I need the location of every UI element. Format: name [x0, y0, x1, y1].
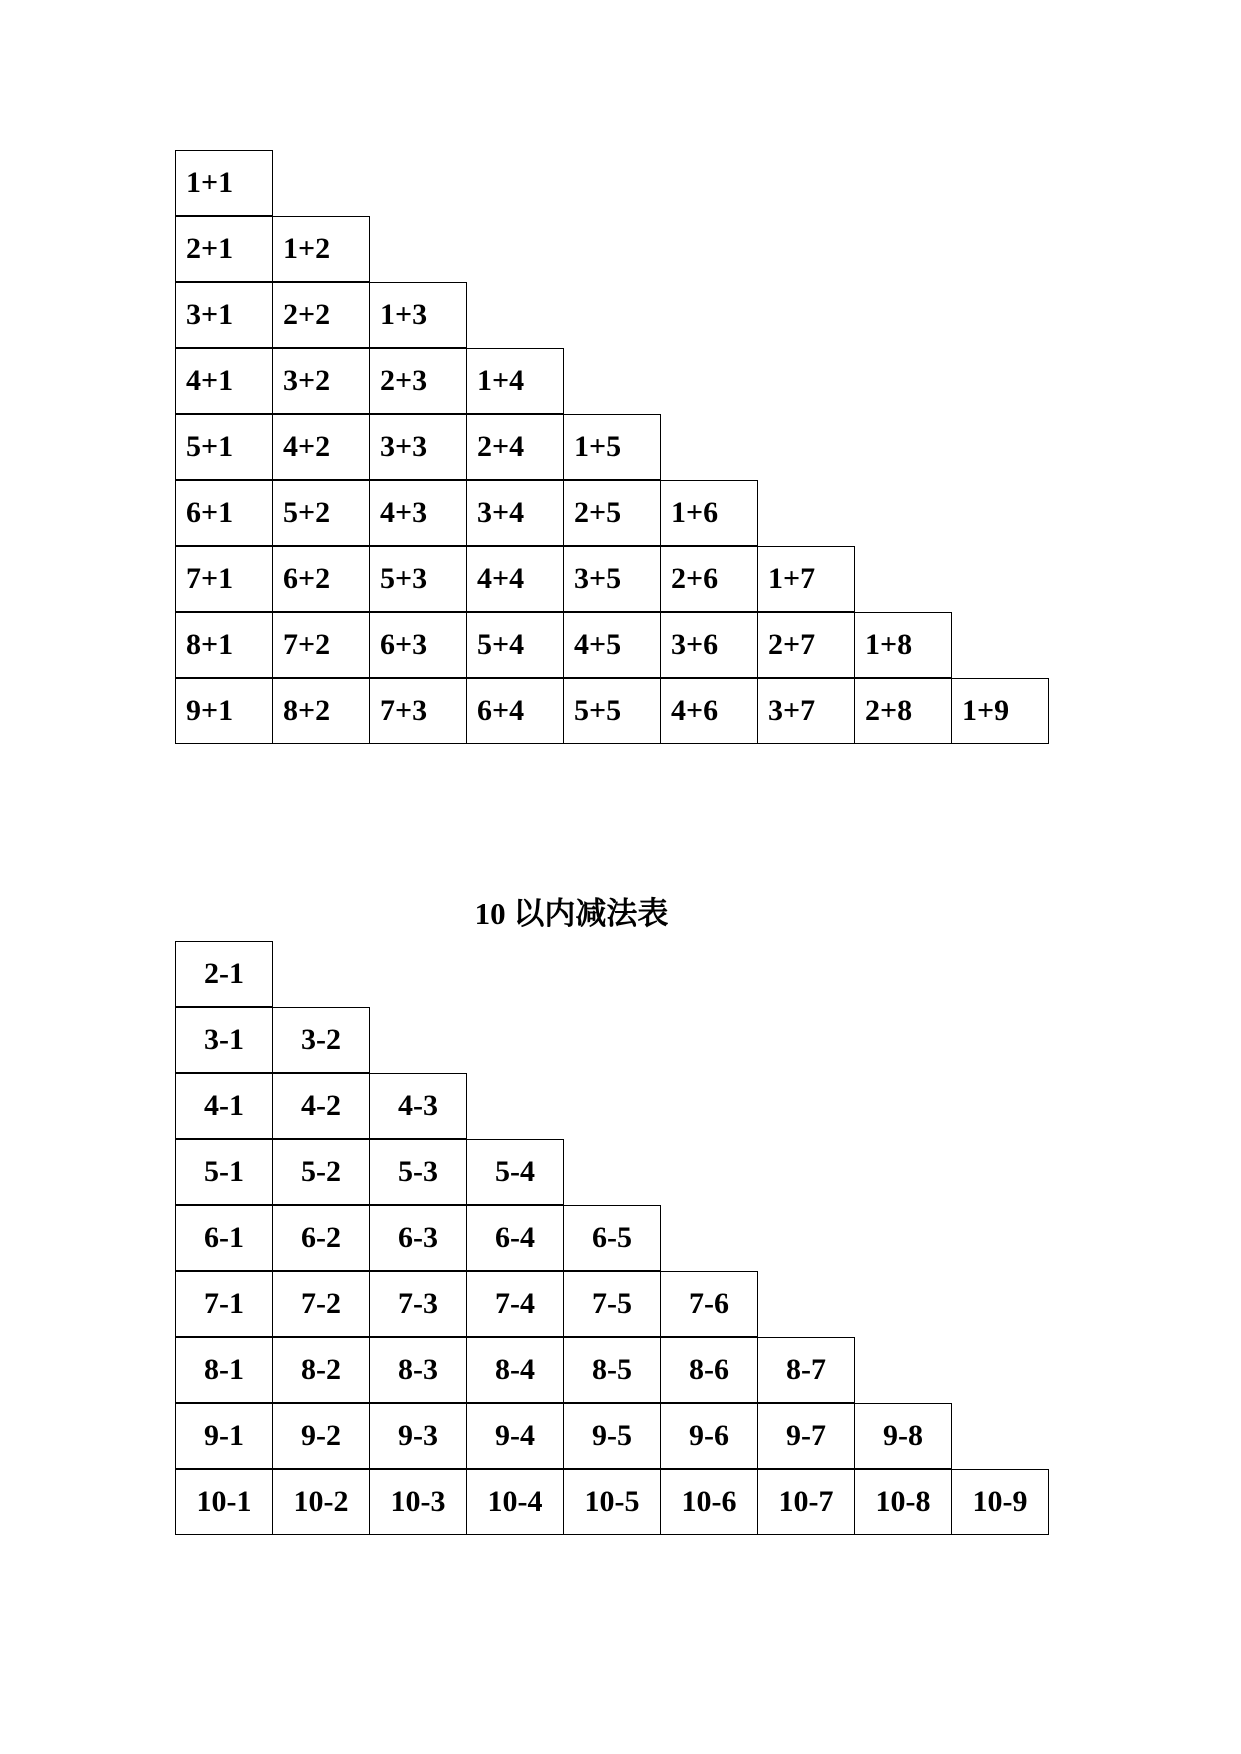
table-cell: 2+1 — [175, 216, 273, 282]
table-cell: 7-2 — [272, 1271, 370, 1337]
table-cell: 5+3 — [369, 546, 467, 612]
table-cell: 6-1 — [175, 1205, 273, 1271]
table-cell: 5-3 — [369, 1139, 467, 1205]
table-row — [175, 1139, 1048, 1205]
table-cell: 3-1 — [175, 1007, 273, 1073]
table-row — [175, 1337, 1048, 1403]
table-cell: 6+3 — [369, 612, 467, 678]
table-cell: 3+7 — [757, 678, 855, 744]
table-row — [175, 941, 1048, 1007]
table-cell: 9-5 — [563, 1403, 661, 1469]
table-row — [175, 282, 1048, 348]
table-cell: 8-3 — [369, 1337, 467, 1403]
table-cell: 3-2 — [272, 1007, 370, 1073]
table-row — [175, 150, 1048, 216]
table-cell: 9-4 — [466, 1403, 564, 1469]
table-row — [175, 546, 1048, 612]
table-cell: 3+4 — [466, 480, 564, 546]
table-row — [175, 414, 1048, 480]
table-cell: 5-4 — [466, 1139, 564, 1205]
table-cell: 8-2 — [272, 1337, 370, 1403]
table-cell: 8+1 — [175, 612, 273, 678]
table-row — [175, 678, 1048, 744]
table-cell: 9-1 — [175, 1403, 273, 1469]
table-cell: 6-3 — [369, 1205, 467, 1271]
table-cell: 4-1 — [175, 1073, 273, 1139]
table-cell: 1+2 — [272, 216, 370, 282]
table-cell: 1+3 — [369, 282, 467, 348]
table-cell: 3+5 — [563, 546, 661, 612]
table-row — [175, 612, 1048, 678]
table-cell: 1+6 — [660, 480, 758, 546]
table-cell: 1+4 — [466, 348, 564, 414]
table-cell: 10-1 — [175, 1469, 273, 1535]
table-cell: 7+1 — [175, 546, 273, 612]
table-cell: 7-5 — [563, 1271, 661, 1337]
table-cell: 8-1 — [175, 1337, 273, 1403]
table-cell: 5-2 — [272, 1139, 370, 1205]
table-cell: 8-7 — [757, 1337, 855, 1403]
table-cell: 3+3 — [369, 414, 467, 480]
table-cell: 5+5 — [563, 678, 661, 744]
table-cell: 10-5 — [563, 1469, 661, 1535]
table-cell: 1+5 — [563, 414, 661, 480]
table-cell: 2+3 — [369, 348, 467, 414]
table-row — [175, 1403, 1048, 1469]
table-cell: 10-9 — [951, 1469, 1049, 1535]
table-cell: 10-8 — [854, 1469, 952, 1535]
table-cell: 1+9 — [951, 678, 1049, 744]
table-cell: 2+6 — [660, 546, 758, 612]
table-cell: 3+6 — [660, 612, 758, 678]
table-cell: 10-7 — [757, 1469, 855, 1535]
table-cell: 4+6 — [660, 678, 758, 744]
table-cell: 7-4 — [466, 1271, 564, 1337]
table-cell: 2+4 — [466, 414, 564, 480]
table-cell: 2+8 — [854, 678, 952, 744]
table-cell: 1+8 — [854, 612, 952, 678]
table-cell: 7-6 — [660, 1271, 758, 1337]
table-cell: 10-3 — [369, 1469, 467, 1535]
table-row — [175, 480, 1048, 546]
table-cell: 4-3 — [369, 1073, 467, 1139]
table-cell: 9-8 — [854, 1403, 952, 1469]
table-cell: 6-5 — [563, 1205, 661, 1271]
table-cell: 2-1 — [175, 941, 273, 1007]
table-row — [175, 348, 1048, 414]
table-row — [175, 1469, 1048, 1535]
table-cell: 7+2 — [272, 612, 370, 678]
table-cell: 1+1 — [175, 150, 273, 216]
table-cell: 2+5 — [563, 480, 661, 546]
table-cell: 5+2 — [272, 480, 370, 546]
table-cell: 3+2 — [272, 348, 370, 414]
table-cell: 7-3 — [369, 1271, 467, 1337]
table-cell: 5+4 — [466, 612, 564, 678]
addition-table — [175, 150, 1048, 744]
table-cell: 5-1 — [175, 1139, 273, 1205]
table-cell: 2+7 — [757, 612, 855, 678]
table-cell: 7-1 — [175, 1271, 273, 1337]
table-cell: 6-2 — [272, 1205, 370, 1271]
table-cell: 9-6 — [660, 1403, 758, 1469]
table-row — [175, 1271, 1048, 1337]
table-cell: 4-2 — [272, 1073, 370, 1139]
table-cell: 4+3 — [369, 480, 467, 546]
table-cell: 4+4 — [466, 546, 564, 612]
table-row — [175, 216, 1048, 282]
table-cell: 10-2 — [272, 1469, 370, 1535]
table-cell: 6+4 — [466, 678, 564, 744]
table-cell: 4+1 — [175, 348, 273, 414]
table-cell: 8-4 — [466, 1337, 564, 1403]
table-cell: 2+2 — [272, 282, 370, 348]
table-cell: 3+1 — [175, 282, 273, 348]
table-cell: 10-4 — [466, 1469, 564, 1535]
table-cell: 1+7 — [757, 546, 855, 612]
table-cell: 8-5 — [563, 1337, 661, 1403]
table-cell: 8-6 — [660, 1337, 758, 1403]
table-cell: 8+2 — [272, 678, 370, 744]
table-cell: 6+2 — [272, 546, 370, 612]
table-cell: 9-3 — [369, 1403, 467, 1469]
table-cell: 7+3 — [369, 678, 467, 744]
subtraction-table-title: 10 以内减法表 — [474, 896, 669, 931]
table-cell: 9+1 — [175, 678, 273, 744]
table-cell: 10-6 — [660, 1469, 758, 1535]
table-cell: 4+5 — [563, 612, 661, 678]
table-row — [175, 1205, 1048, 1271]
table-cell: 9-2 — [272, 1403, 370, 1469]
table-cell: 9-7 — [757, 1403, 855, 1469]
subtraction-table — [175, 941, 1048, 1535]
table-cell: 4+2 — [272, 414, 370, 480]
table-cell: 6-4 — [466, 1205, 564, 1271]
table-row — [175, 1007, 1048, 1073]
table-row — [175, 1073, 1048, 1139]
table-cell: 5+1 — [175, 414, 273, 480]
table-cell: 6+1 — [175, 480, 273, 546]
